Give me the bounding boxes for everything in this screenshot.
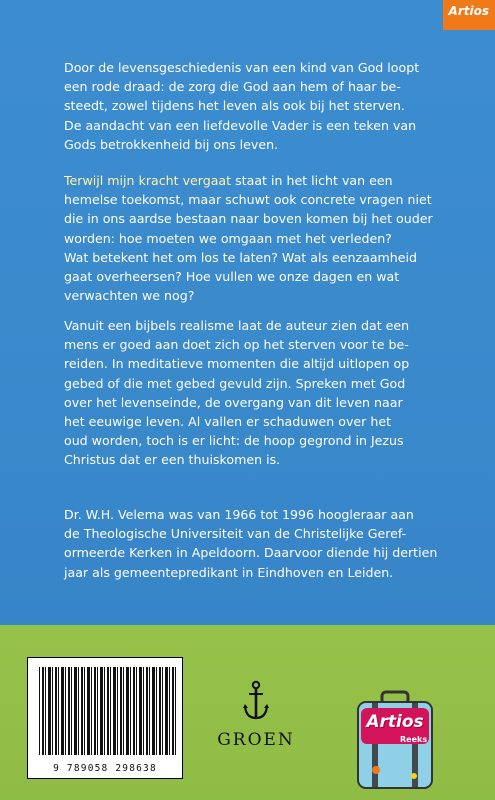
blurb-paragraph-2	[64, 171, 464, 305]
publisher-name: GROEN	[217, 730, 295, 750]
paragraph-text: Door de levensgeschiedenis van een kind van God loopt een rode draad: de zorg die God aan hem of haar be- steedt, zowel tijdens het leven als ook bij het sterven. De aandacht van een liefdevolle Vader is een teken van Gods betrokkenheid bij ons leven.	[64, 60, 420, 152]
series-title: Artios	[366, 712, 424, 732]
paragraph-text: Dr. W.H. Velema was van 1966 tot 1996 hoogleraar aan de Theologische Universiteit van de Christelijke Geref- ormeerde Kerken in Apeldoorn. Daarvoor diende hij dertien jaar als gemeentepredikant in Eindhoven en Leiden.	[64, 507, 438, 580]
blurb-paragraph-1	[64, 58, 464, 154]
anchor-icon	[242, 680, 270, 724]
isbn-barcode	[27, 657, 183, 779]
series-badge	[356, 690, 434, 790]
series-corner-label	[443, 0, 495, 30]
barcode-number: 9 789058 298638	[53, 763, 157, 774]
barcode-bars	[39, 667, 176, 755]
author-bio	[64, 505, 464, 582]
blurb-paragraph-3	[64, 316, 464, 470]
series-subtitle: Reeks	[400, 735, 428, 744]
corner-label-text: Artios	[448, 4, 489, 18]
paragraph-text	[64, 171, 464, 305]
paragraph-text-rest: staat in het licht van een hemelse toekomst, maar schuwt ook concrete vragen niet die in ons aardse bestaan naar boven komen bij het ouder worden: hoe moeten we omgaan met het verleden? Wat betekent het om los te laten? Wat als eenzaamheid gaat overheersen? Hoe vullen we onze dagen en wat verwachten we nog?	[64, 173, 433, 304]
book-title-mention: Terwijl mijn kracht vergaat	[64, 173, 232, 188]
paragraph-text: Vanuit een bijbels realisme laat de auteur zien dat een mens er goed aan doet zich op het sterven voor te be- reiden. In meditatieve momenten die altijd uitlopen op gebed of die met gebed gevuld zijn. Spreken met God over het levenseinde, de overgang van dit leven naar het eeuwige leven. Al vallen er schaduwen over het oud worden, toch is er licht: de hoop gegrond in Jezus Christus dat er een thuiskomen is.	[64, 318, 410, 468]
publisher-logo	[208, 680, 304, 760]
